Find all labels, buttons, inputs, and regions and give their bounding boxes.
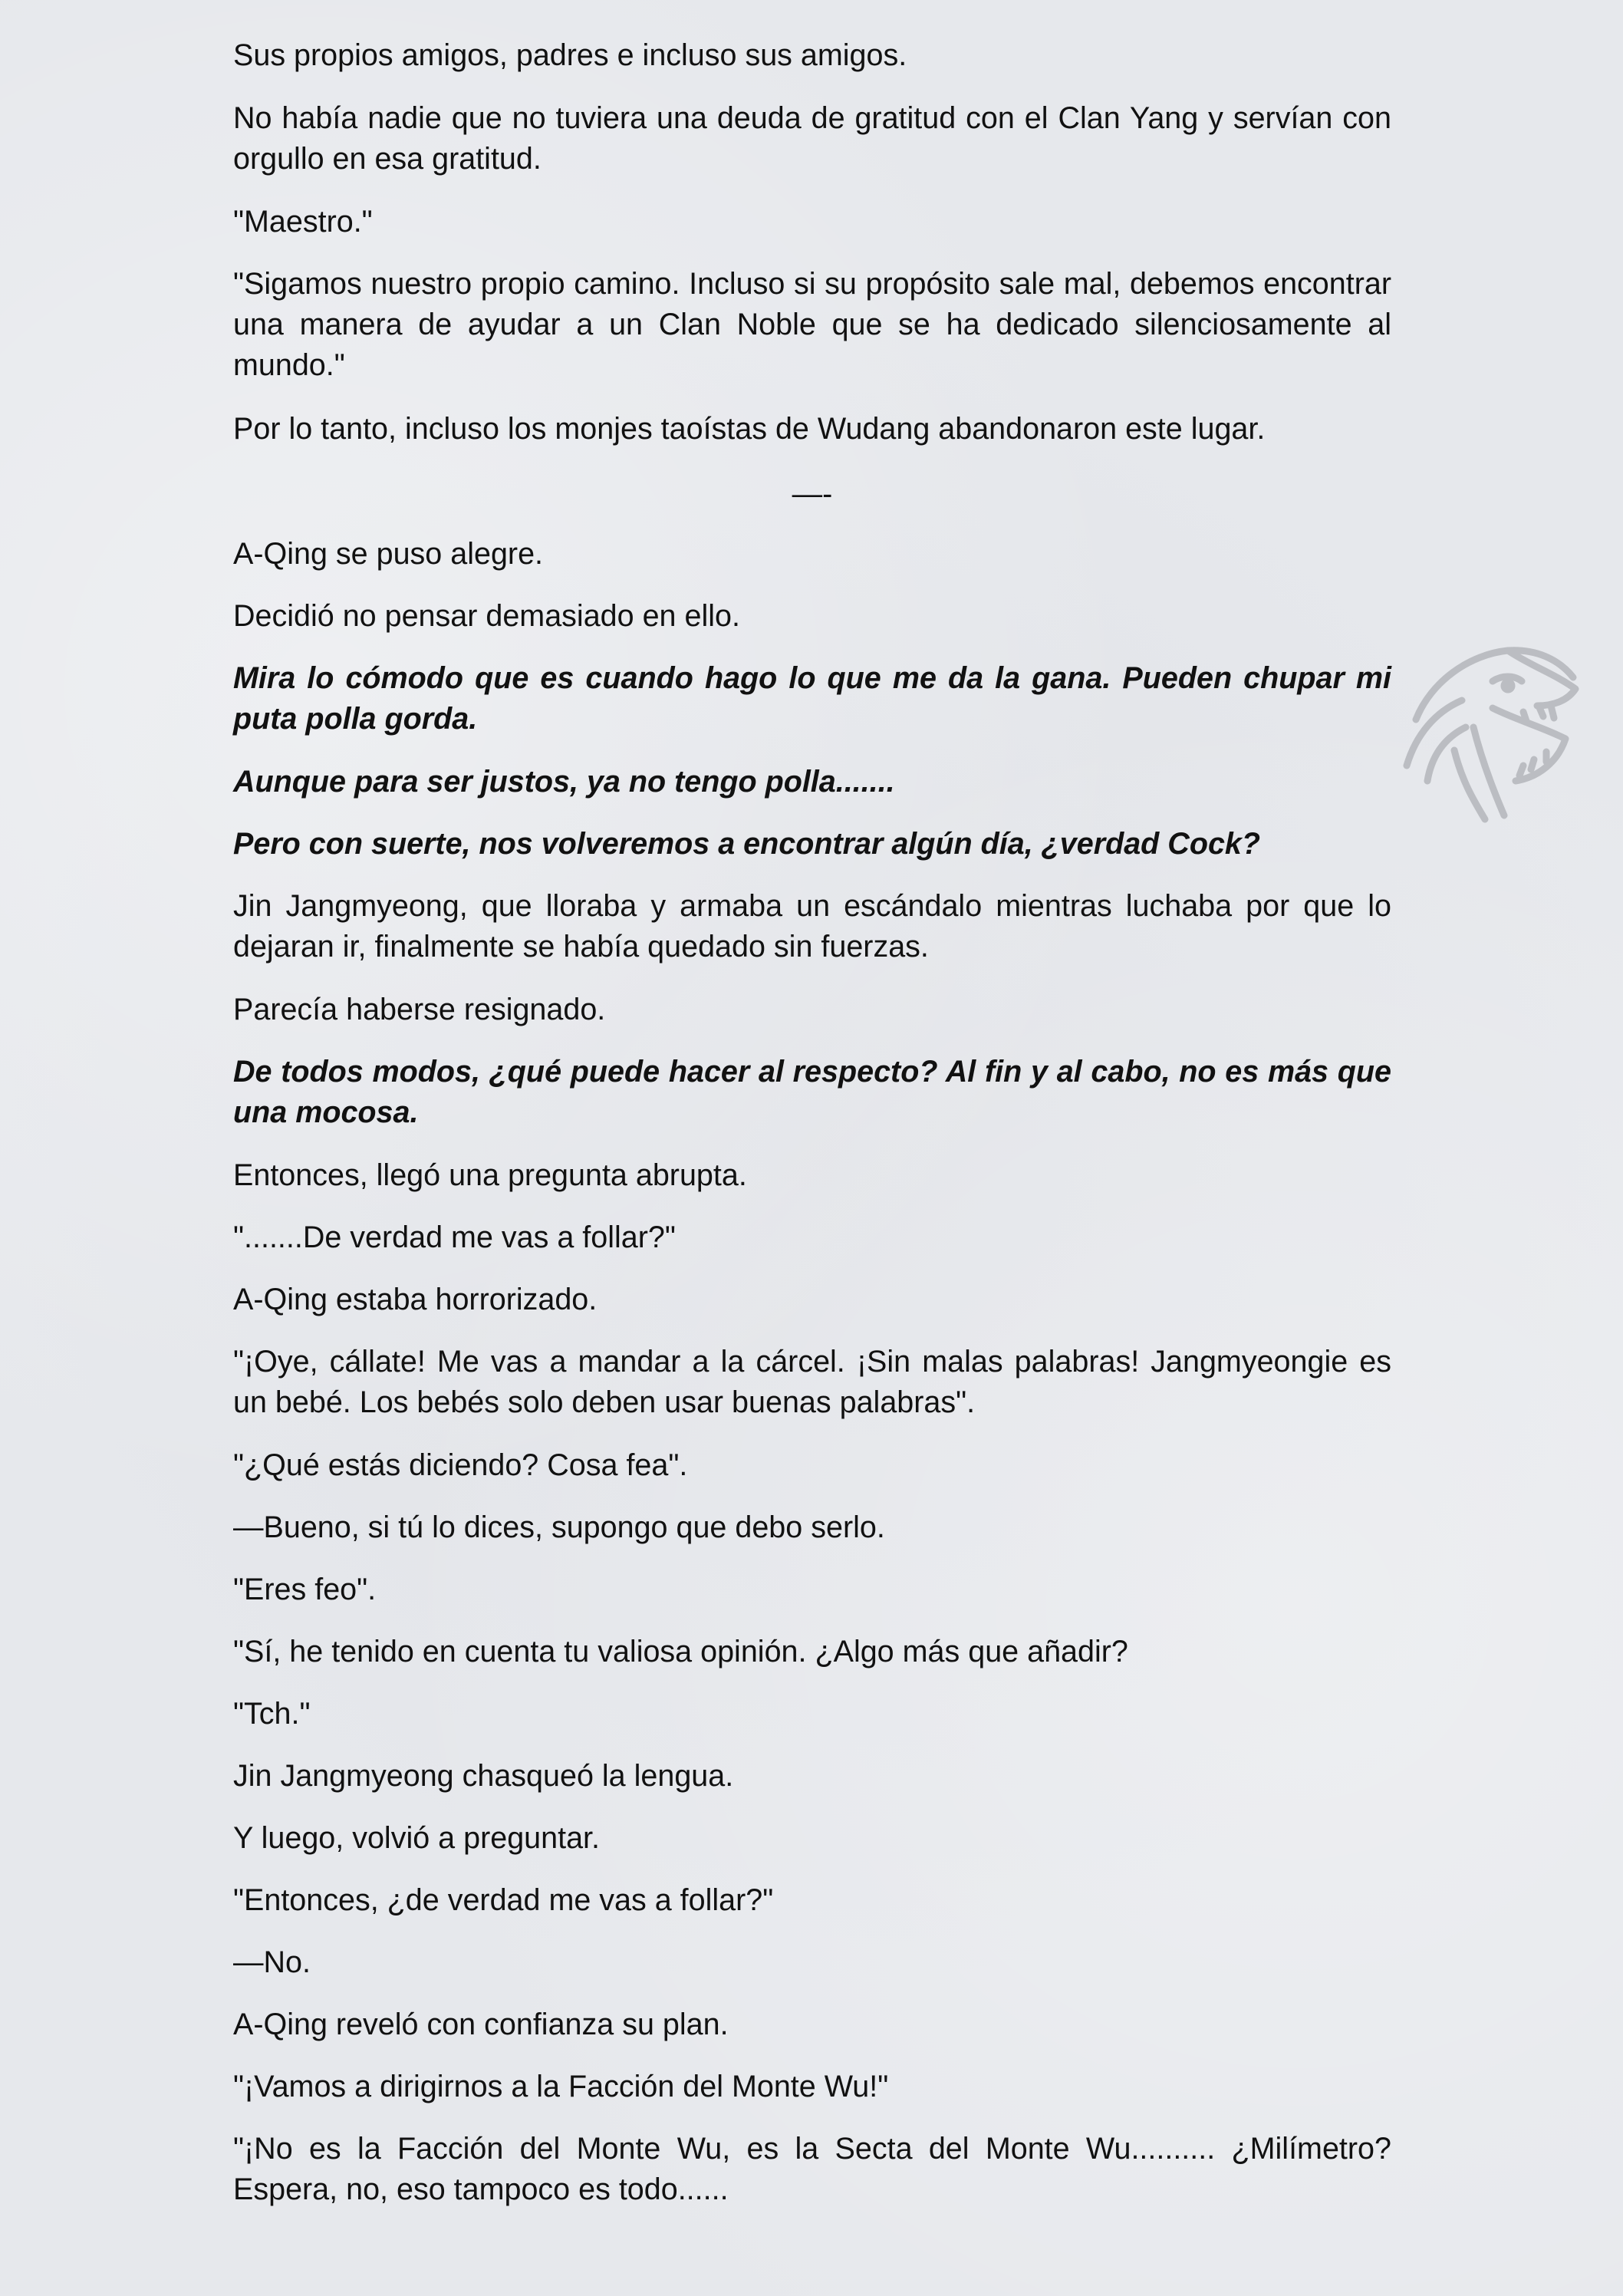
- paragraph: A-Qing estaba horrorizado.: [233, 1283, 598, 1316]
- paragraph: Aunque para ser justos, ya no tengo polla.......: [233, 765, 895, 799]
- paragraph: Mira lo cómodo que es cuando hago lo que me da la gana. Pueden chupar mi puta polla gorda.: [233, 661, 1391, 736]
- paragraph: "Sigamos nuestro propio camino. Incluso si su propósito sale mal, debemos encontrar una manera de ayudar a un Clan Noble que se ha dedicado silenciosamente al mundo.": [233, 267, 1391, 382]
- paragraph: "Eres feo".: [233, 1573, 377, 1606]
- paragraph: "Tch.": [233, 1697, 311, 1731]
- paragraph: "¿Qué estás diciendo? Cosa fea".: [233, 1448, 688, 1482]
- paragraph: No había nadie que no tuviera una deuda de gratitud con el Clan Yang y servían con orgullo en esa gratitud.: [233, 101, 1391, 176]
- dinosaur-head-icon: [1401, 635, 1585, 827]
- paragraph: Sus propios amigos, padres e incluso sus amigos.: [233, 38, 907, 72]
- paragraph: Y luego, volvió a preguntar.: [233, 1821, 600, 1855]
- paragraph: A-Qing se puso alegre.: [233, 537, 544, 571]
- scene-separator: —-: [792, 477, 833, 511]
- paragraph: ".......De verdad me vas a follar?": [233, 1220, 676, 1254]
- document-page: [233, 35, 1391, 2260]
- paragraph: "Sí, he tenido en cuenta tu valiosa opinión. ¿Algo más que añadir?: [233, 1635, 1128, 1668]
- paragraph: Pero con suerte, nos volveremos a encontrar algún día, ¿verdad Cock?: [233, 827, 1261, 861]
- paragraph: Jin Jangmyeong chasqueó la lengua.: [233, 1759, 734, 1793]
- paragraph: "Maestro.": [233, 205, 373, 239]
- paragraph: "¡No es la Facción del Monte Wu, es la Secta del Monte Wu.......... ¿Milímetro? Espera, no, eso tampoco es todo......: [233, 2132, 1391, 2206]
- paragraph: —No.: [233, 1945, 311, 1979]
- paragraph: A-Qing reveló con confianza su plan.: [233, 2008, 729, 2041]
- paragraph: Decidió no pensar demasiado en ello.: [233, 599, 740, 633]
- paragraph: "¡Oye, cállate! Me vas a mandar a la cárcel. ¡Sin malas palabras! Jangmyeongie es un bebé. Los bebés solo deben usar buenas palabras".: [233, 1345, 1391, 1419]
- paragraph: De todos modos, ¿qué puede hacer al respecto? Al fin y al cabo, no es más que una mocosa.: [233, 1055, 1391, 1129]
- paragraph: Jin Jangmyeong, que lloraba y armaba un escándalo mientras luchaba por que lo dejaran ir, finalmente se había quedado sin fuerzas.: [233, 889, 1391, 964]
- paragraph: "Entonces, ¿de verdad me vas a follar?": [233, 1883, 774, 1917]
- paragraph: "¡Vamos a dirigirnos a la Facción del Monte Wu!": [233, 2070, 889, 2103]
- paragraph: Por lo tanto, incluso los monjes taoístas de Wudang abandonaron este lugar.: [233, 412, 1266, 446]
- paragraph: Parecía haberse resignado.: [233, 993, 606, 1026]
- paragraph: —Bueno, si tú lo dices, supongo que debo serlo.: [233, 1510, 885, 1544]
- paragraph: Entonces, llegó una pregunta abrupta.: [233, 1158, 747, 1192]
